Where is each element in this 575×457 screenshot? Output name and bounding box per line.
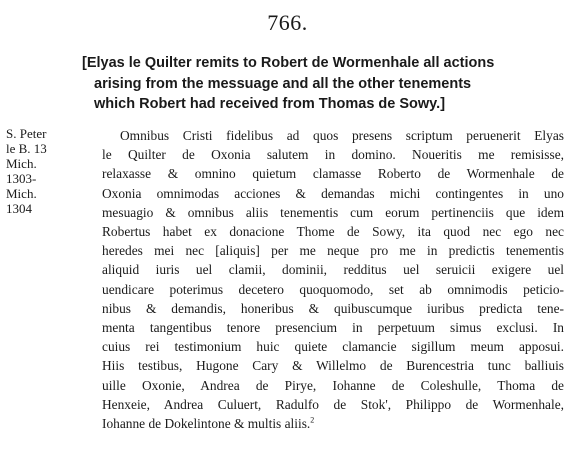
margin-note-line: Mich. xyxy=(6,156,37,171)
margin-note-line: 1304 xyxy=(6,201,32,216)
body-line: Henxeie, Andrea Culuert, Radulfo de Stok', Philippo de Wormenhale, xyxy=(102,396,564,412)
footnote-marker: 2 xyxy=(310,415,315,425)
body-line: menta tangentibus tenore presencium in perpetuum simus exclusi. In xyxy=(102,320,564,336)
document-number: 766. xyxy=(267,10,308,35)
body-line: mesuagio & omnibus aliis tenementis cum eorum pertinenciis que idem xyxy=(102,204,564,220)
body-line: Hiis testibus, Hugone Cary & Willelmo de Burencestria tunc balliuis xyxy=(102,358,564,374)
body-line: uendicare poterimus decetero quoquomodo, set ab omnimodis peticio- xyxy=(102,281,564,297)
body-line: heredes mei nec [aliquis] per me neque pro me in predictis tenementis xyxy=(102,243,564,259)
body-line-last xyxy=(102,414,564,433)
margin-note xyxy=(6,126,90,216)
document-heading xyxy=(82,53,562,115)
body-line: nibus & demandis, honeribus & quibuscumque iuribus predicta tene- xyxy=(102,300,564,316)
charter-text xyxy=(102,126,564,433)
body-line: Omnibus Cristi fidelibus ad quos presens scriptum peruenerit Elyas xyxy=(120,128,564,143)
margin-note-line: 1303- xyxy=(6,171,37,186)
body-line: uille Oxonie, Andrea de Pirye, Iohanne de Coleshulle, Thoma de xyxy=(102,377,564,393)
body-line: le Quilter de Oxonia salutem in domino. Noueritis me remisisse, xyxy=(102,147,564,163)
body-line: Oxonia omnimodas acciones & demandas michi contingentes in uno xyxy=(102,185,564,201)
heading-line: arising from the messuage and all the other tenements xyxy=(94,75,472,92)
body-line-text: Iohanne de Dokelintone & multis aliis. xyxy=(102,416,311,432)
body-line: Robertus habet ex donacione Thome de Sowy, ita quod nec ego nec xyxy=(102,224,564,240)
body-line: relaxasse & omnino quietum clamasse Roberto de Wormenhale de xyxy=(102,166,564,182)
margin-note-line: Mich. xyxy=(6,186,37,201)
body-line: cuius rei testimonium huic quiete clamancie sigillum meum apposui. xyxy=(102,339,564,355)
margin-note-line: S. Peter xyxy=(6,126,47,141)
heading-line: [Elyas le Quilter remits to Robert de Wormenhale all actions xyxy=(82,55,495,71)
margin-note-line: le B. 13 xyxy=(6,141,47,156)
heading-line: which Robert had received from Thomas de Sowy.] xyxy=(94,96,446,112)
body-line: aliquid iuris uel clamii, dominii, redditus uel seruicii exigere uel xyxy=(102,262,564,278)
